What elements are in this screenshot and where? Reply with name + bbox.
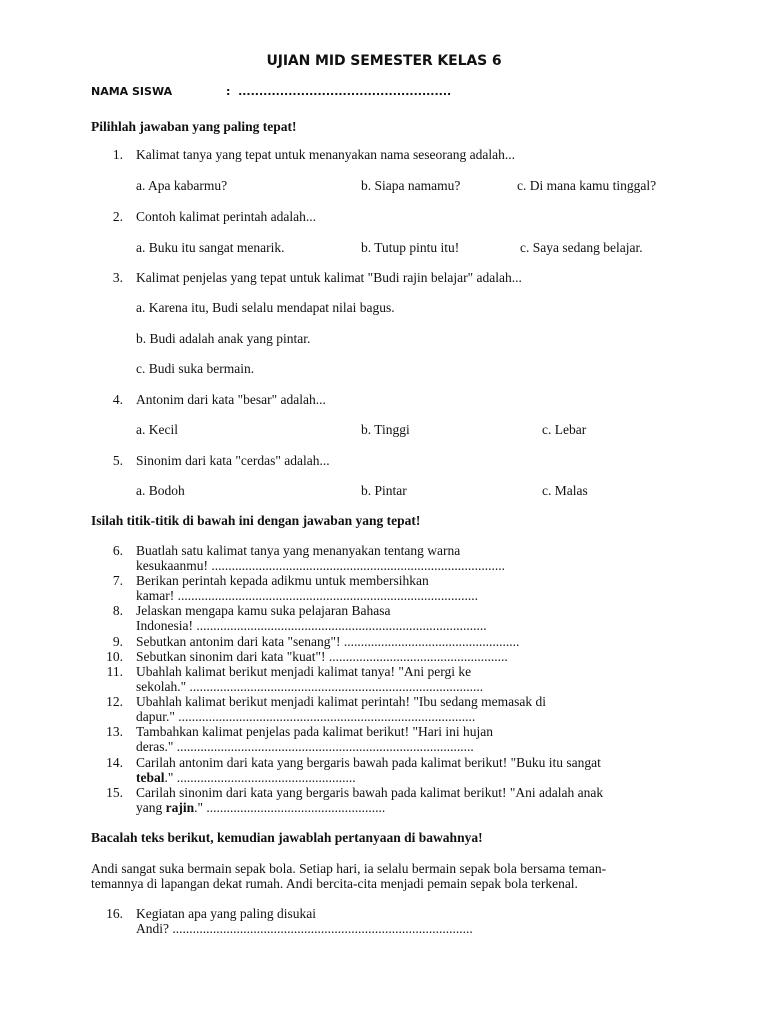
question-text: Antonim dari kata "besar" adalah... (136, 392, 326, 407)
student-name-label: NAMA SISWA (91, 85, 173, 98)
question-text: Kalimat tanya yang tepat untuk menanyakan nama seseorang adalah... (136, 147, 515, 162)
fill-in-question: Carilah sinonim dari kata yang bergaris bawah pada kalimat berikut! "Ani adalah anak yang rajin." ..................................................... (136, 785, 604, 815)
question-number: 14. (106, 755, 123, 770)
answer-option: c. Lebar (542, 422, 587, 437)
answer-option: c. Budi suka bermain. (136, 361, 255, 376)
answer-option: b. Tinggi (361, 422, 410, 437)
answer-option: a. Karena itu, Budi selalu mendapat nilai bagus. (136, 300, 395, 315)
fill-in-question: Carilah antonim dari kata yang bergaris bawah pada kalimat berikut! "Buku itu sangat tebal." ..................................................... (136, 755, 601, 785)
answer-option: b. Pintar (361, 483, 407, 498)
fill-in-question: Sebutkan antonim dari kata "senang"! .................................................... (136, 634, 520, 649)
answer-option: b. Siapa namamu? (361, 178, 461, 193)
question-number: 5. (112, 453, 123, 468)
answer-option: a. Buku itu sangat menarik. (136, 240, 285, 255)
question-number: 13. (106, 724, 123, 739)
answer-option: b. Budi adalah anak yang pintar. (136, 331, 311, 346)
fill-in-question: Jelaskan mengapa kamu suka pelajaran Bahasa Indonesia! ...................................................................................... (136, 603, 487, 633)
fill-in-question: Ubahlah kalimat berikut menjadi kalimat tanya! "Ani pergi ke sekolah." ....................................................................................... (136, 664, 484, 694)
fill-in-question: Berikan perintah kepada adikmu untuk membersihkan kamar! ......................................................................................... (136, 573, 478, 603)
question-number: 9. (112, 634, 123, 649)
question-text: Kalimat penjelas yang tepat untuk kalimat "Budi rajin belajar" adalah... (136, 270, 522, 285)
fill-in-question: Sebutkan sinonim dari kata "kuat"! ..................................................... (136, 649, 508, 664)
reading-passage-line: temannya di lapangan dekat rumah. Andi bercita-cita menjadi pemain sepak bola terkenal. (91, 876, 578, 891)
question-number: 12. (106, 694, 123, 709)
question-number: 3. (112, 270, 123, 285)
student-name-blank: : ................................................... (226, 85, 452, 98)
student-name-field (91, 85, 452, 98)
fill-in-question: Ubahlah kalimat berikut menjadi kalimat perintah! "Ibu sedang memasak di dapur." ........................................................................................ (136, 694, 547, 724)
question-number: 8. (112, 603, 123, 618)
question-text: Contoh kalimat perintah adalah... (136, 209, 316, 224)
answer-option: c. Malas (542, 483, 588, 498)
answer-option: a. Kecil (136, 422, 178, 437)
question-number: 2. (112, 209, 123, 224)
reading-passage-line: Andi sangat suka bermain sepak bola. Setiap hari, ia selalu bermain sepak bola bersama teman- (91, 861, 607, 876)
section-3-heading: Bacalah teks berikut, kemudian jawablah pertanyaan di bawahnya! (91, 830, 483, 845)
fill-in-question: Kegiatan apa yang paling disukai Andi? ......................................................................................... (136, 906, 473, 936)
question-number: 6. (112, 543, 123, 558)
question-number: 1. (112, 147, 123, 162)
answer-option: c. Di mana kamu tinggal? (517, 178, 657, 193)
answer-option: b. Tutup pintu itu! (361, 240, 460, 255)
section-2-heading: Isilah titik-titik di bawah ini dengan jawaban yang tepat! (91, 513, 421, 528)
question-text: Sinonim dari kata "cerdas" adalah... (136, 453, 330, 468)
fill-in-question: Buatlah satu kalimat tanya yang menanyakan tentang warna kesukaanmu! ....................................................................................... (136, 543, 505, 573)
fill-in-question: Tambahkan kalimat penjelas pada kalimat berikut! "Hari ini hujan deras." ........................................................................................ (136, 724, 493, 754)
question-number: 4. (112, 392, 123, 407)
page-title: UJIAN MID SEMESTER KELAS 6 (266, 53, 502, 69)
answer-option: a. Apa kabarmu? (136, 178, 228, 193)
answer-option: a. Bodoh (136, 483, 185, 498)
question-number: 11. (106, 664, 123, 679)
question-number: 15. (106, 785, 123, 800)
question-number: 10. (106, 649, 123, 664)
question-number: 16. (106, 906, 123, 921)
section-1-heading: Pilihlah jawaban yang paling tepat! (91, 119, 297, 134)
answer-option: c. Saya sedang belajar. (520, 240, 643, 255)
question-number: 7. (112, 573, 123, 588)
